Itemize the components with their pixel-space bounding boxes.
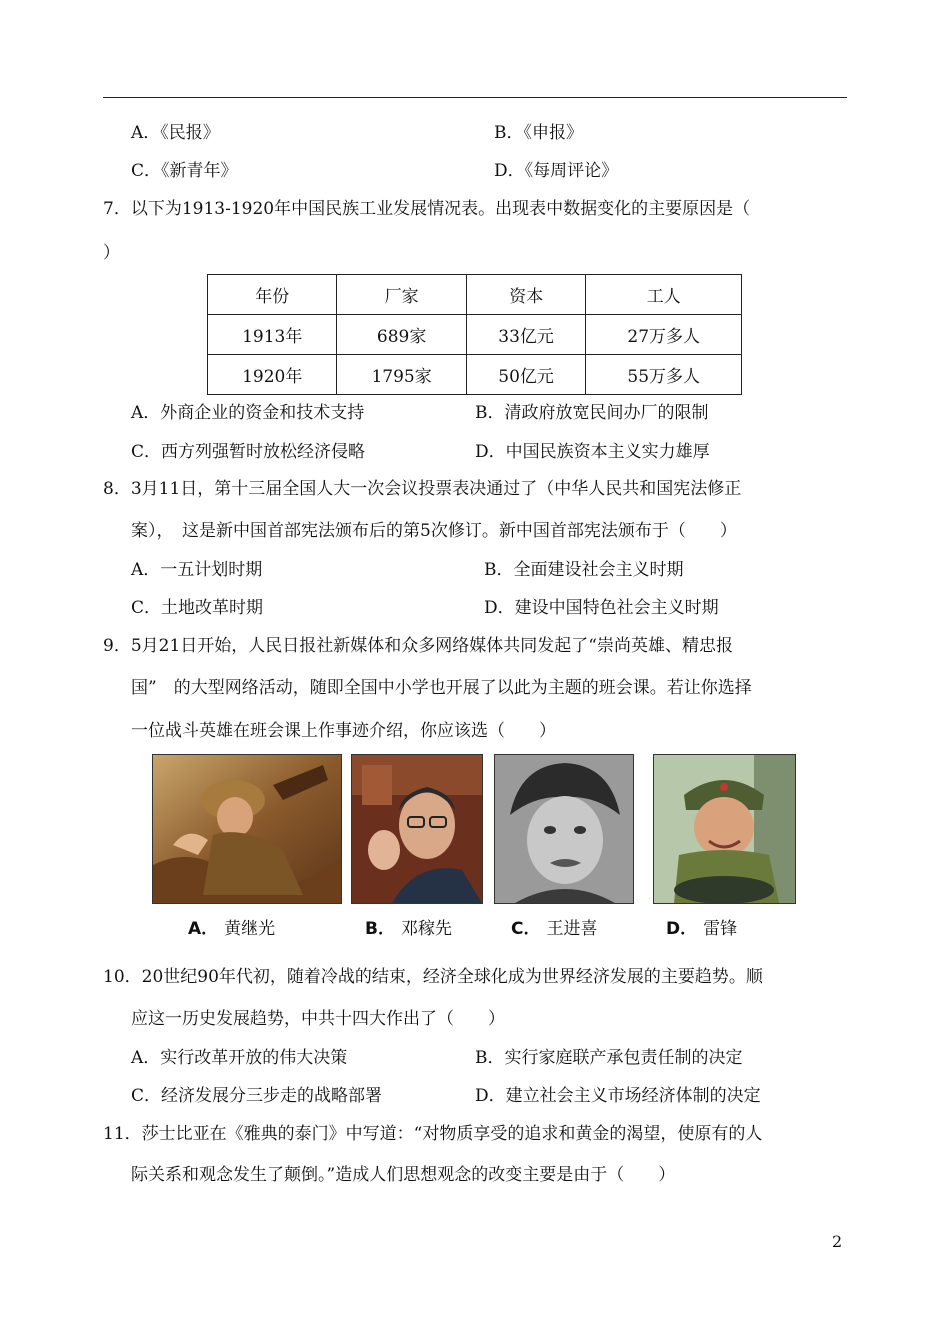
table-cell: 27万多人	[586, 315, 742, 355]
caption-letter: A．	[188, 919, 219, 939]
q6-option-d[interactable]: D．《每周评论》	[494, 161, 619, 181]
table-cell: 50亿元	[466, 355, 586, 395]
q8-option-a[interactable]: A．一五计划时期	[131, 560, 263, 580]
table-header-cell: 资本	[466, 275, 586, 315]
table-row	[208, 355, 742, 395]
q7-option-b[interactable]: B．清政府放宽民间办厂的限制	[475, 403, 709, 423]
page-number: 2	[832, 1232, 843, 1251]
table-header-cell: 厂家	[337, 275, 466, 315]
q9-stem-line2: 国” 的大型网络活动，随即全国中小学也开展了以此为主题的班会课。若让你选择	[131, 678, 752, 698]
table-cell: 1795家	[337, 355, 466, 395]
q9-stem-line3: 一位战斗英雄在班会课上作事迹介绍，你应该选（ ）	[131, 721, 556, 741]
soldier-portrait-image	[654, 755, 795, 903]
q8-option-d[interactable]: D．建设中国特色社会主义时期	[484, 598, 719, 618]
q9-stem-line1: 9．5月21日开始，人民日报社新媒体和众多网络媒体共同发起了“崇尚英雄、精忠报	[103, 636, 733, 656]
table-cell: 1920年	[208, 355, 337, 395]
photo-lei-feng[interactable]	[653, 754, 796, 904]
table-header-row	[208, 275, 742, 315]
caption-name: 黄继光	[224, 919, 276, 939]
caption-c	[511, 914, 597, 939]
q11-stem-line1: 11．莎士比亚在《雅典的泰门》中写道：“对物质享受的追求和黄金的渴望，使原有的人	[103, 1124, 763, 1144]
caption-name: 王进喜	[546, 919, 598, 939]
q10-option-b[interactable]: B．实行家庭联产承包责任制的决定	[475, 1048, 743, 1068]
caption-d	[666, 914, 737, 939]
q8-stem-line2: 案）， 这是新中国首部宪法颁布后的第5次修订。新中国首部宪法颁布于（ ）	[131, 521, 737, 541]
q6-option-b[interactable]: B．《申报》	[494, 123, 583, 143]
q10-option-d[interactable]: D．建立社会主义市场经济体制的决定	[475, 1086, 761, 1106]
q8-stem-line1: 8．3月11日，第十三届全国人大一次会议投票表决通过了（中华人民共和国宪法修正	[103, 479, 742, 499]
table-cell: 1913年	[208, 315, 337, 355]
caption-letter: C．	[511, 919, 541, 939]
q7-option-c[interactable]: C．西方列强暂时放松经济侵略	[131, 442, 366, 462]
table-cell: 55万多人	[586, 355, 742, 395]
table-header-cell: 年份	[208, 275, 337, 315]
q11-stem-line2: 际关系和观念发生了颠倒。”造成人们思想观念的改变主要是由于（ ）	[131, 1165, 676, 1185]
photo-deng-jiaxian[interactable]	[351, 754, 483, 904]
caption-b	[365, 914, 452, 939]
q10-stem-line1: 10．20世纪90年代初，随着冷战的结束，经济全球化成为世界经济发展的主要趋势。顺	[103, 967, 763, 987]
q7-data-table	[207, 274, 742, 395]
table-row	[208, 315, 742, 355]
photo-wang-jinxi[interactable]	[494, 754, 634, 904]
table-cell: 33亿元	[466, 315, 586, 355]
table-cell: 689家	[337, 315, 466, 355]
q10-option-c[interactable]: C．经济发展分三步走的战略部署	[131, 1086, 383, 1106]
q7-stem-line1: 7．以下为1913-1920年中国民族工业发展情况表。出现表中数据变化的主要原因是（	[103, 199, 751, 219]
soldier-painting-image	[153, 755, 341, 903]
caption-name: 雷锋	[703, 919, 738, 939]
photo-huang-jiguang[interactable]	[152, 754, 342, 904]
header-rule	[103, 97, 847, 98]
q7-option-d[interactable]: D．中国民族资本主义实力雄厚	[475, 442, 710, 462]
q6-option-a[interactable]: A．《民报》	[131, 123, 220, 143]
q10-stem-line2: 应这一历史发展趋势，中共十四大作出了（ ）	[131, 1009, 505, 1029]
q10-option-a[interactable]: A．实行改革开放的伟大决策	[131, 1048, 348, 1068]
q8-option-b[interactable]: B．全面建设社会主义时期	[484, 560, 684, 580]
q7-stem-line2: ）	[103, 243, 120, 263]
q6-option-c[interactable]: C．《新青年》	[131, 161, 238, 181]
caption-name: 邓稼先	[400, 919, 452, 939]
q8-option-c[interactable]: C．土地改革时期	[131, 598, 264, 618]
caption-letter: D．	[666, 919, 698, 939]
scientist-portrait-image	[352, 755, 482, 903]
caption-letter: B．	[365, 919, 395, 939]
worker-portrait-image	[495, 755, 633, 903]
table-header-cell: 工人	[586, 275, 742, 315]
caption-a	[188, 914, 275, 939]
q7-option-a[interactable]: A．外商企业的资金和技术支持	[131, 403, 365, 423]
